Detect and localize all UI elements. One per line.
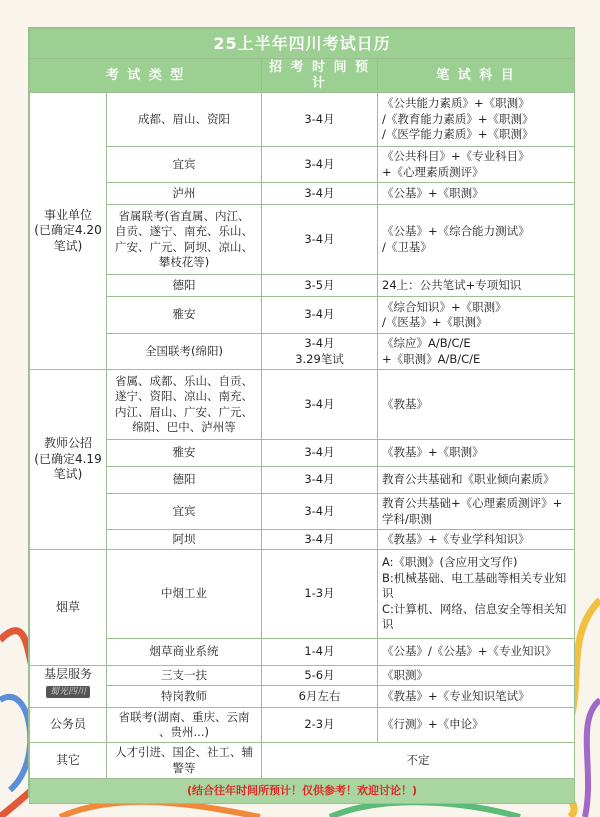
region-line: 人才引进、国企、社工、辅 [115, 745, 253, 759]
table-row [30, 93, 575, 147]
time-cell: 2-3月 [262, 708, 378, 743]
subjects-cell: 教育公共基础和《职业倾向素质》 [378, 467, 575, 494]
subject-line: 学科/职测 [382, 511, 432, 526]
subjects-cell: 《行测》+《申论》 [378, 708, 575, 743]
category-yancao: 烟草 [30, 550, 107, 666]
subject-line: +《职测》A/B/C/E [382, 351, 481, 366]
subjects-cell: 《教基》+《职测》 [378, 440, 575, 467]
table-row [30, 743, 575, 779]
ribbon-blue [0, 697, 30, 790]
subject-line: A:《职测》(含应用文写作) [382, 555, 518, 570]
time-cell: 3-4月 [262, 147, 378, 183]
region-cell: 雅安 [107, 440, 262, 467]
table-row [30, 297, 575, 334]
subject-line: 《公共能力素质》+《职测》 [382, 96, 530, 111]
subjects-cell: 24上：公共笔试+专项知识 [378, 275, 575, 297]
region-cell [107, 205, 262, 275]
footer-row [30, 779, 575, 804]
subjects-cell: 《教基》+《专业学科知识》 [378, 530, 575, 550]
category-line: 教师公招 [43, 436, 92, 451]
time-cell [262, 334, 378, 370]
category-jiceng [30, 666, 107, 708]
table-row [30, 639, 575, 666]
table-row [30, 467, 575, 494]
time-cell: 3-4月 [262, 183, 378, 205]
subjects-cell [378, 93, 575, 147]
subjects-cell [378, 550, 575, 639]
region-line: 省属、成都、乐山、自贡、 [115, 373, 253, 388]
table-row [30, 334, 575, 370]
subject-line: /《医学能力素质》+《职测》 [382, 127, 534, 142]
header-time: 招 考 时 间 预 计 [262, 59, 378, 93]
title-row [30, 29, 575, 59]
category-line: 笔试) [53, 467, 83, 482]
subjects-cell: 《公基》+《职测》 [378, 183, 575, 205]
subject-line: /《医基》+《职测》 [382, 315, 488, 329]
subjects-cell: 《职测》 [378, 666, 575, 686]
ribbon-orange [60, 802, 260, 817]
header-subjects: 笔 试 科 目 [378, 59, 575, 93]
exam-calendar-table [29, 28, 575, 804]
table-row [30, 183, 575, 205]
subjects-cell: 《教基》+《专业知识笔试》 [378, 686, 575, 708]
table-row [30, 370, 575, 440]
category-line: (已确定4.19 [34, 451, 102, 466]
region-line: 省属联考(省直属、内江、 [118, 208, 250, 223]
region-cell [107, 743, 262, 779]
subjects-cell [378, 494, 575, 530]
time-cell: 3-4月 [262, 297, 378, 334]
region-cell: 成都、眉山、资阳 [107, 93, 262, 147]
region-cell: 雅安 [107, 297, 262, 334]
footer-note: (结合往年时间所预计！仅供参考！欢迎讨论！) [30, 779, 575, 804]
table-row [30, 686, 575, 708]
region-line: 、贵州...) [159, 725, 209, 739]
watermark-stamp: 蜀光四川 [46, 686, 90, 698]
region-cell: 特岗教师 [107, 686, 262, 708]
time-cell: 3-4月 [262, 494, 378, 530]
time-cell: 3-4月 [262, 440, 378, 467]
subject-line: 教育公共基础+《心理素质测评》+ [382, 496, 563, 510]
subject-line: 《综合知识》+《职测》 [382, 299, 507, 314]
region-cell: 德阳 [107, 467, 262, 494]
category-gongwuyuan: 公务员 [30, 708, 107, 743]
category-line: 事业单位 [43, 207, 92, 222]
region-cell: 宜宾 [107, 494, 262, 530]
time-cell: 3-5月 [262, 275, 378, 297]
merged-cell: 不定 [262, 743, 575, 779]
region-cell [107, 370, 262, 440]
region-cell: 阿坝 [107, 530, 262, 550]
time-cell: 3-4月 [262, 530, 378, 550]
region-line: 攀枝花等) [158, 255, 210, 269]
subject-line: 《公基》+《综合能力测试》 [382, 224, 530, 238]
subject-line: +《心理素质测评》 [382, 164, 484, 179]
region-cell: 烟草商业系统 [107, 639, 262, 666]
time-line: 3.29笔试 [295, 351, 344, 366]
category-line: (已确定4.20 [34, 223, 102, 238]
page-title: 25上半年四川考试日历 [30, 29, 575, 59]
region-line: 遂宁、资阳、凉山、南充、 [115, 389, 253, 403]
region-line: 自贡、遂宁、南充、乐山、 [115, 224, 253, 238]
subject-line: 《公共科目》+《专业科目》 [382, 149, 530, 163]
time-cell: 3-4月 [262, 370, 378, 440]
region-cell: 宜宾 [107, 147, 262, 183]
region-cell: 德阳 [107, 275, 262, 297]
subjects-cell [378, 205, 575, 275]
time-cell: 1-4月 [262, 639, 378, 666]
category-jiaoshi [30, 370, 107, 550]
time-line: 3-4月 [304, 336, 335, 350]
subjects-cell: 《公基》/《公基》+《专业知识》 [378, 639, 575, 666]
time-cell: 3-4月 [262, 467, 378, 494]
exam-calendar-sheet [28, 27, 575, 798]
ribbon-purple [585, 700, 600, 817]
region-cell [107, 708, 262, 743]
subjects-cell [378, 334, 575, 370]
time-cell: 1-3月 [262, 550, 378, 639]
time-cell: 3-4月 [262, 93, 378, 147]
table-row [30, 205, 575, 275]
region-cell: 中烟工业 [107, 550, 262, 639]
table-row [30, 275, 575, 297]
subject-line: 《综应》A/B/C/E [382, 336, 471, 350]
region-cell: 全国联考(绵阳) [107, 334, 262, 370]
table-row [30, 147, 575, 183]
region-line: 广安、广元、阿坝、凉山、 [115, 239, 253, 254]
time-cell: 5-6月 [262, 666, 378, 686]
table-row [30, 550, 575, 639]
region-cell: 三支一扶 [107, 666, 262, 686]
region-line: 省联考(湖南、重庆、云南 [118, 709, 250, 724]
region-line: 警等 [172, 760, 196, 775]
table-row [30, 530, 575, 550]
subject-line: B:机械基础、电工基础等相关专业知识 [382, 570, 567, 601]
region-line: 绵阳、巴中、泸州等 [132, 420, 236, 434]
subject-line: /《卫基》 [382, 239, 432, 254]
time-cell: 3-4月 [262, 205, 378, 275]
header-exam-type: 考 试 类 型 [30, 59, 262, 93]
category-line: 笔试) [53, 238, 83, 253]
table-row [30, 708, 575, 743]
table-row [30, 440, 575, 467]
subject-line: C:计算机、网络、信息安全等相关知识 [382, 601, 567, 632]
subjects-cell [378, 297, 575, 334]
table-row [30, 494, 575, 530]
region-cell: 泸州 [107, 183, 262, 205]
table-row [30, 666, 575, 686]
subject-line: /《教育能力素质》+《职测》 [382, 111, 534, 126]
header-row [30, 59, 575, 93]
subjects-cell [378, 147, 575, 183]
category-shiye [30, 93, 107, 370]
category-line: 基层服务 [43, 667, 92, 681]
ribbon-green [330, 802, 520, 817]
category-qita: 其它 [30, 743, 107, 779]
time-cell: 6月左右 [262, 686, 378, 708]
subjects-cell: 《教基》 [378, 370, 575, 440]
region-line: 内江、眉山、广安、广元、 [115, 404, 253, 419]
